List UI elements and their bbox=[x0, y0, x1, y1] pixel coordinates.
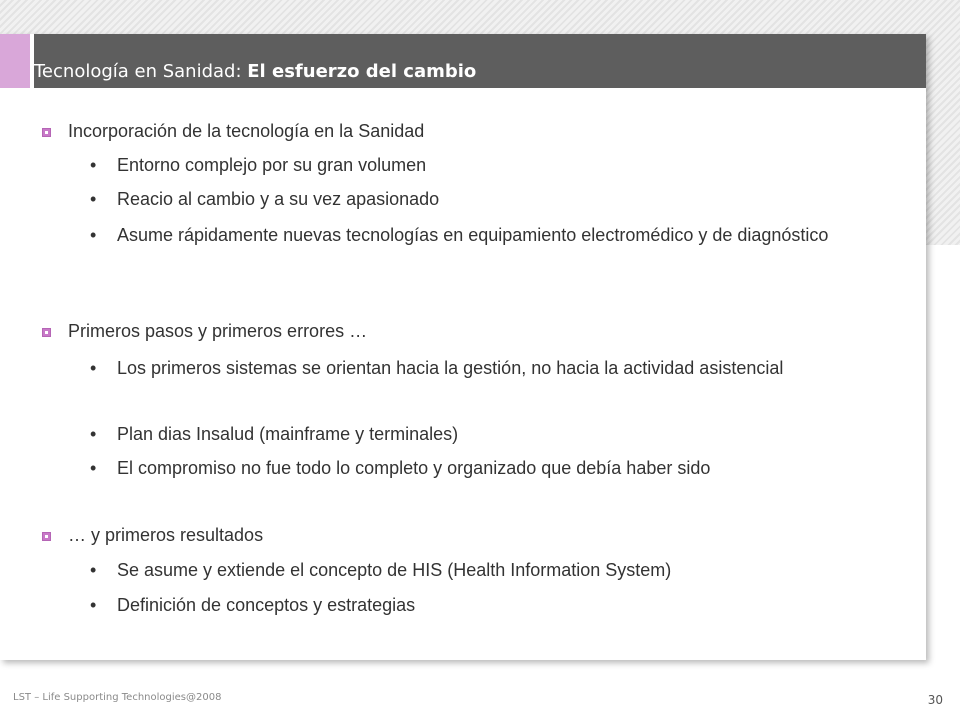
page-number: 30 bbox=[927, 693, 943, 707]
list-item: Los primeros sistemas se orientan hacia la gestión, no hacia la actividad asistencial bbox=[117, 358, 784, 378]
section-heading: Primeros pasos y primeros errores … bbox=[68, 321, 368, 341]
section-heading: … y primeros resultados bbox=[68, 525, 264, 545]
bullet-icon: • bbox=[90, 155, 97, 175]
list-item: Se asume y extiende el concepto de HIS (Health Information System) bbox=[117, 560, 672, 580]
footer-text: LST – Life Supporting Technologies@2008 bbox=[13, 692, 222, 703]
bullet-icon: • bbox=[90, 189, 97, 209]
bullet-icon: • bbox=[90, 225, 97, 245]
list-item: Entorno complejo por su gran volumen bbox=[117, 155, 427, 175]
list-item: El compromiso no fue todo lo completo y organizado que debía haber sido bbox=[117, 458, 711, 478]
bullet-icon: • bbox=[90, 358, 97, 378]
section-heading: Incorporación de la tecnología en la Sanidad bbox=[68, 121, 425, 141]
section-bullet-icon bbox=[42, 328, 51, 337]
bullet-icon: • bbox=[90, 424, 97, 444]
list-item: Reacio al cambio y a su vez apasionado bbox=[117, 189, 440, 209]
section-bullet-icon bbox=[42, 532, 51, 541]
title-emphasis: El esfuerzo del cambio bbox=[247, 61, 477, 82]
bullet-icon: • bbox=[90, 595, 97, 615]
list-item: Plan dias Insalud (mainframe y terminales) bbox=[117, 424, 459, 444]
list-item: Definición de conceptos y estrategias bbox=[117, 595, 416, 615]
bullet-icon: • bbox=[90, 560, 97, 580]
section-bullet-icon bbox=[42, 128, 51, 137]
title-prefix: Tecnología en Sanidad: bbox=[34, 61, 248, 82]
bullet-icon: • bbox=[90, 458, 97, 478]
list-item: Asume rápidamente nuevas tecnologías en equipamiento electromédico y de diagnóstico bbox=[117, 225, 829, 245]
